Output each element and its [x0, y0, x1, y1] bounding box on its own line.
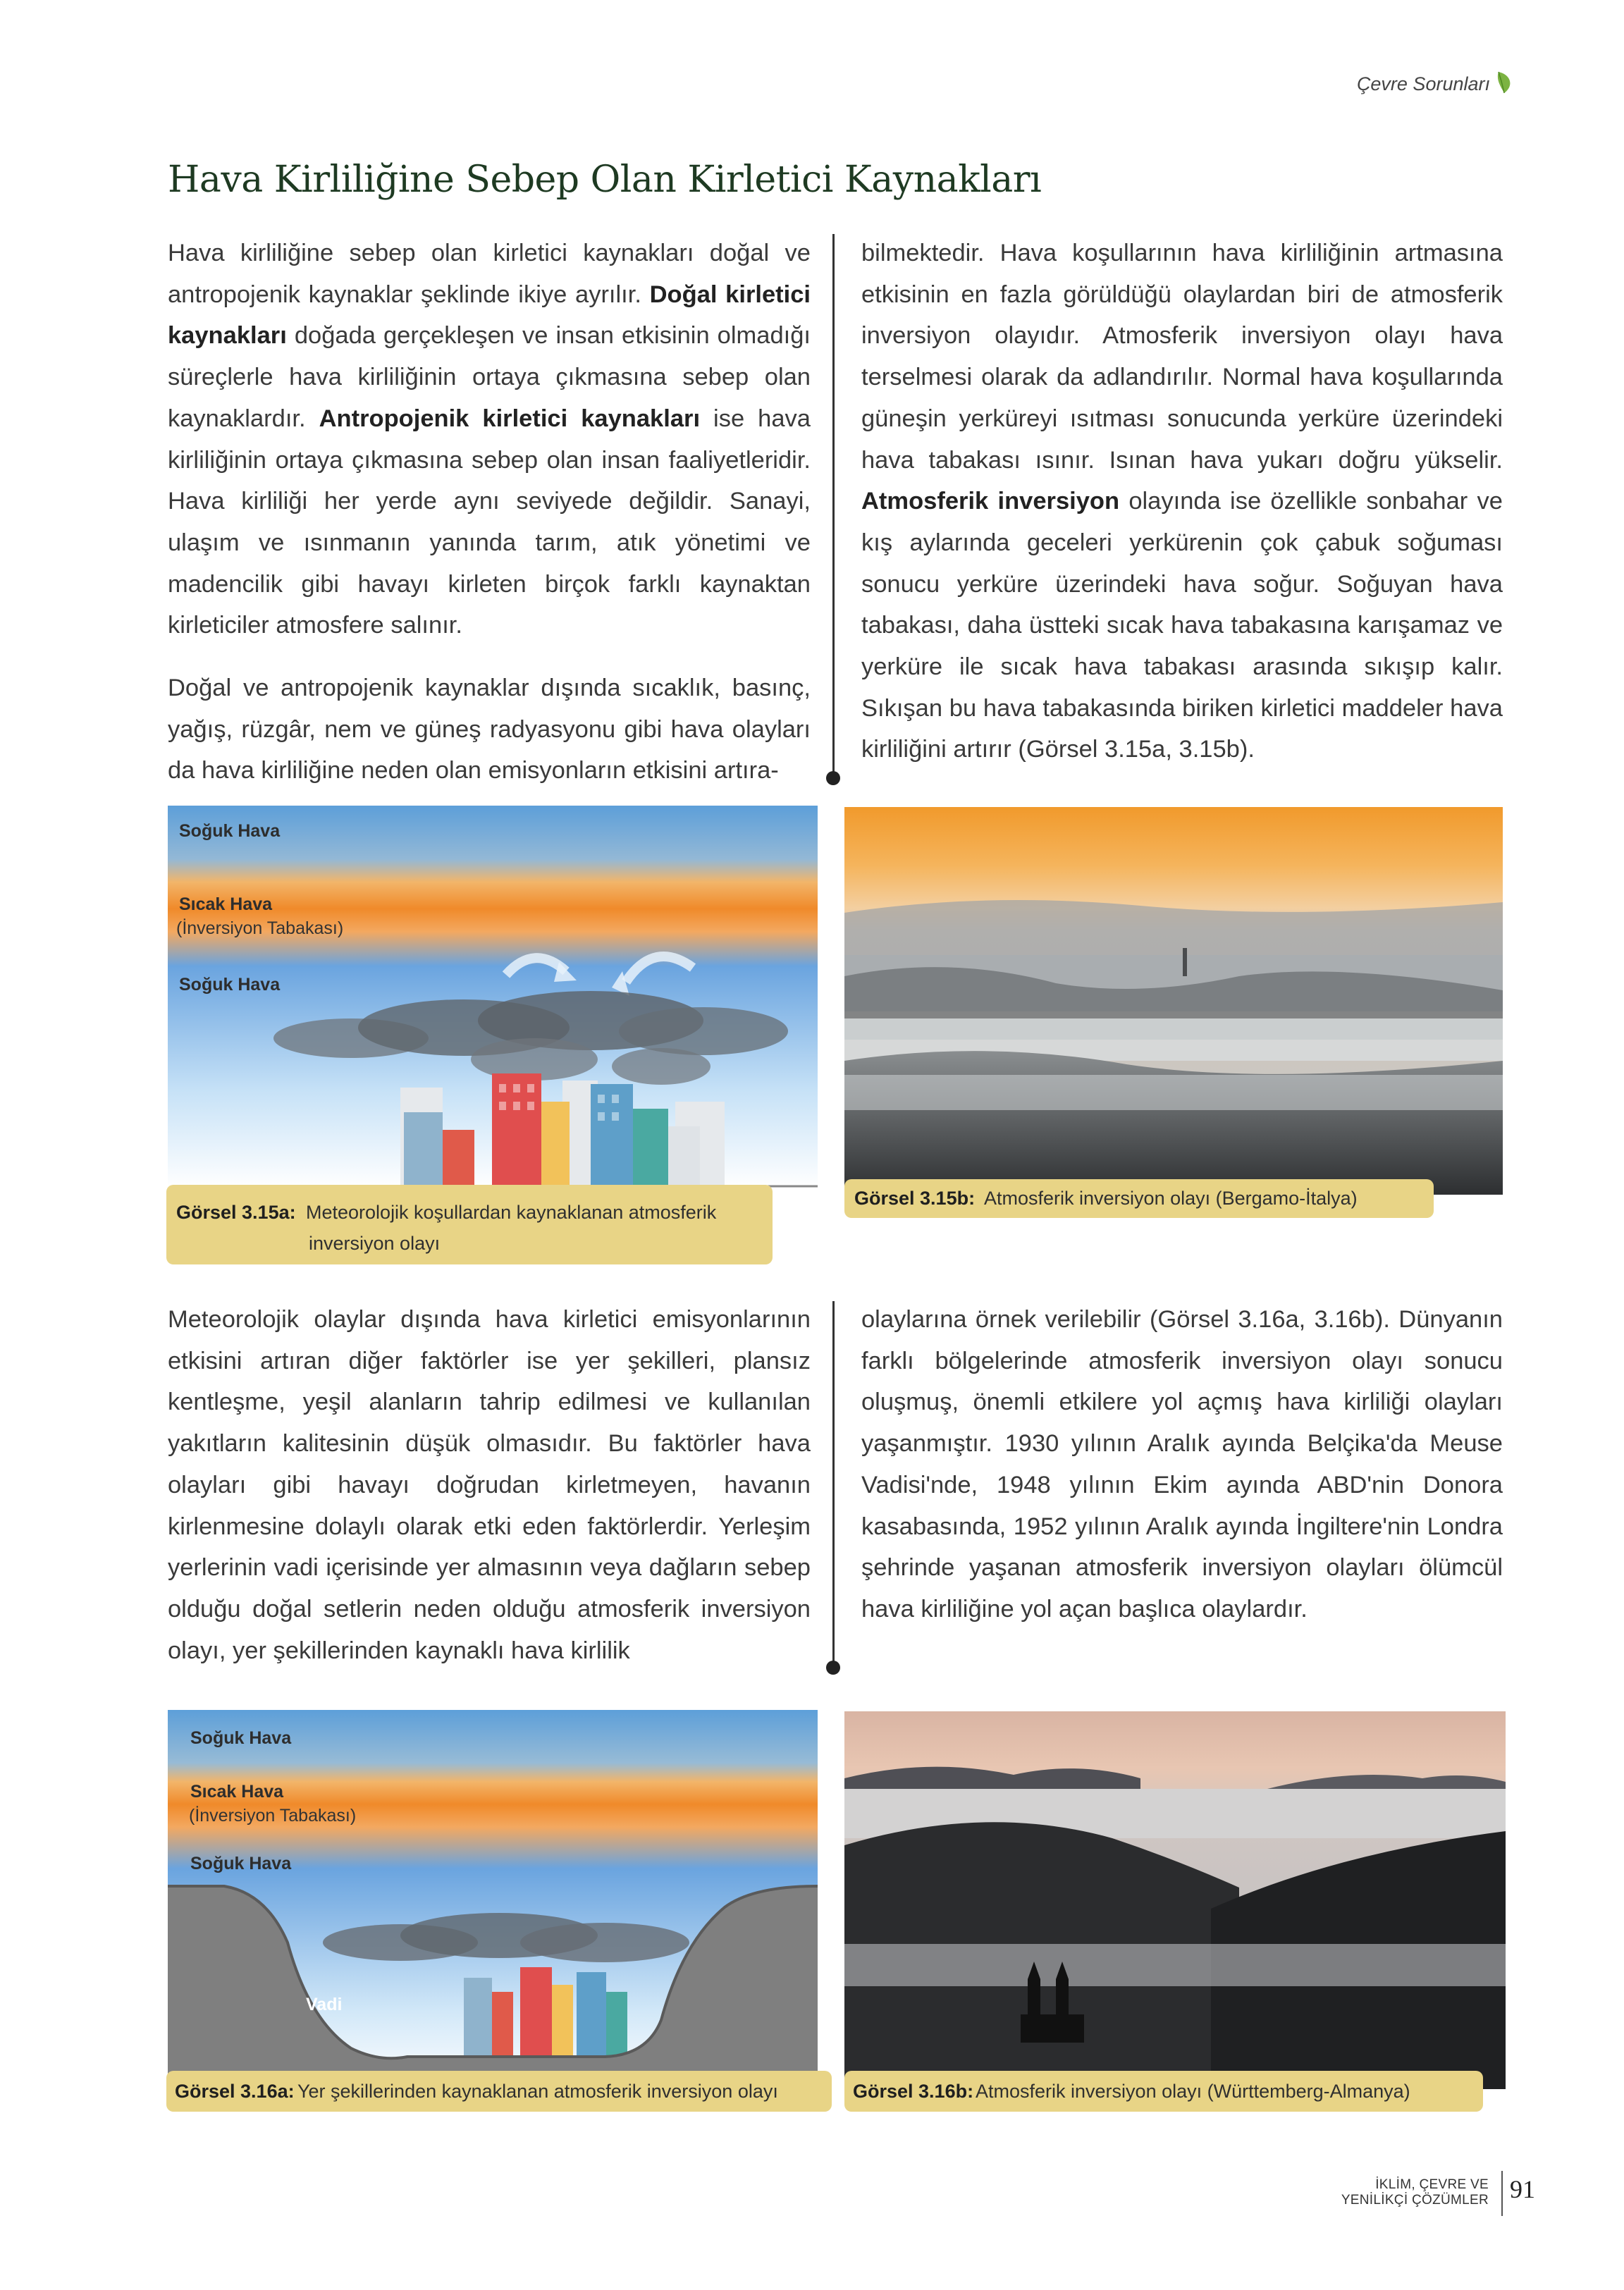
label-inversion-layer: (İnversiyon Tabakası) [189, 1806, 357, 1826]
column-divider-dot [826, 1661, 840, 1675]
section-title: Hava Kirliliğine Sebep Olan Kirletici Kaynakları [168, 159, 1042, 201]
section2-left-paragraph: Meteorolojik olaylar dışında hava kirletici emisyonlarının etkisini artıran diğer faktörler ise yer şekilleri, plansız kentleşme, yeşil alanların tahrip edilmesi ve kullanılan yakıtların kalitesinin düşük olmasıdır. Bu faktörler hava olayları gibi havayı doğrudan kirletmeyen, havanın kirlenmesine dolaylı olarak etki eden faktörlerdir. Yerleşim yerlerinin vadi içerisinde yer almasının veya dağların sebep olduğu doğal setlerin neden olduğu atmosferik inversiyon olayı, yer şekillerinden kaynaklı hava kirlilik [168, 1306, 811, 1664]
label-cold-air-top: Soğuk Hava [190, 1728, 292, 1748]
section2-right-column [861, 1299, 1503, 1630]
section1-left-column [168, 233, 811, 792]
caption-figure-3-16a [166, 2071, 832, 2112]
figure-3-15a-diagram [168, 806, 818, 1188]
section2-left-column [168, 1299, 811, 1671]
book-title-footer [1341, 2177, 1489, 2208]
caption-figure-3-15a [166, 1185, 773, 1264]
footer-line-1: İKLİM, ÇEVRE VE [1375, 2177, 1489, 2192]
bergamo-fog-photo [844, 807, 1503, 1195]
footer-line-2: YENİLİKÇİ ÇÖZÜMLER [1341, 2193, 1489, 2208]
column-divider [832, 1301, 835, 1666]
caption-text: Yer şekillerinden kaynaklanan atmosferik inversiyon olayı [297, 2081, 778, 2102]
label-warm-air: Sıcak Hava [179, 894, 273, 914]
inversion-diagram [168, 806, 818, 1188]
caption-lead: Görsel 3.15b: [854, 1188, 976, 1209]
section1-left-paragraph-1 [168, 233, 811, 646]
text-run: Hava kirliliğine sebep olan kirletici kaynakları doğal ve antropojenik kaynaklar şeklinde ikiye ayrılır. [168, 240, 811, 308]
leaf-icon [1494, 70, 1514, 94]
label-warm-air: Sıcak Hava [190, 1782, 284, 1802]
bold-term: Doğal kirletici kaynakları [168, 281, 811, 350]
section1-left-paragraph-2: Doğal ve antropojenik kaynaklar dışında sıcaklık, basınç, yağış, rüzgâr, nem ve güneş radyasyonu gibi hava olayları da hava kirliliğine neden olan emisyonların etkisini artıra- [168, 675, 811, 784]
caption-text: Atmosferik inversiyon olayı (Württemberg-Almanya) [976, 2081, 1410, 2102]
label-cold-air-bottom: Soğuk Hava [179, 975, 281, 995]
caption-text-line-2: inversiyon olayı [309, 1233, 441, 1254]
caption-figure-3-16b [844, 2071, 1483, 2112]
column-divider-dot [826, 771, 840, 785]
figure-3-15b-photo [844, 807, 1503, 1195]
column-divider [832, 234, 835, 775]
bold-term: Antropojenik kirletici kaynakları [319, 405, 701, 432]
label-cold-air-bottom: Soğuk Hava [190, 1854, 292, 1873]
wurttemberg-fog-photo [844, 1711, 1506, 2089]
caption-lead: Görsel 3.16b: [853, 2081, 974, 2102]
bold-term: Atmosferik inversiyon [861, 488, 1120, 515]
label-cold-air-top: Soğuk Hava [179, 821, 281, 841]
caption-text-line-1: Meteorolojik koşullardan kaynaklanan atmosferik [306, 1202, 717, 1223]
footer-divider [1501, 2171, 1503, 2216]
page-number: 91 [1510, 2175, 1535, 2203]
text-run: olayında ise özellikle sonbahar ve kış aylarında geceleri yerkürenin çok çabuk soğuması sonucu yerküre üzerindeki hava soğur. Soğuyan hava tabakası, daha üstteki sıcak hava tabakasına karışamaz ve yerküre ile sıcak hava tabakası arasında sıkışıp kalır. Sıkışan bu hava tabakasında biriken kirletici maddeler hava kirliliğini artırır (Görsel 3.15a, 3.15b). [861, 488, 1503, 763]
figure-3-16b-photo [844, 1711, 1506, 2089]
caption-lead: Görsel 3.16a: [175, 2081, 295, 2102]
caption-text: Atmosferik inversiyon olayı (Bergamo-İtalya) [984, 1188, 1358, 1209]
text-run: ise hava kirliliğinin ortaya çıkmasına sebep olan insan faaliyetleridir. Hava kirliliği her yerde aynı seviyede değildir. Sanayi, ulaşım ve ısınmanın yanında tarım, atık yönetimi ve madencilik gibi havayı kirleten birçok farklı kaynaktan kirleticiler atmosfere salınır. [168, 405, 811, 639]
valley-inversion-diagram [168, 1710, 818, 2088]
text-run: bilmektedir. Hava koşullarının hava kirliliğinin artmasına etkisinin en fazla görüldüğü olaylardan biri de atmosferik inversiyon olayıdır. Atmosferik inversiyon olayı hava terselmesi olarak da adlandırılır. Normal hava koşullarında güneşin yerküreyi ısıtması sonucunda yerküre üzerindeki hava tabakası ısınır. Isınan hava yukarı doğru yükselir. [861, 240, 1503, 474]
caption-figure-3-15b [844, 1179, 1434, 1218]
section2-right-paragraph: olaylarına örnek verilebilir (Görsel 3.16a, 3.16b). Dünyanın farklı bölgelerinde atmosferik inversiyon olayı sonucu oluşmuş, önemli etkilere yol açmış hava kirliliği olayları yaşanmıştır. 1930 yılının Aralık ayında Belçika'da Meuse Vadisi'nde, 1948 yılının Ekim ayında ABD'nin Donora kasabasında, 1952 yılının Aralık ayında İngiltere'nin Londra şehrinde yaşanan atmosferik inversiyon olayları ölümcül hava kirliliğine yol açan başlıca olaylardır. [861, 1306, 1503, 1623]
section1-right-column [861, 233, 1503, 770]
text-run: doğada gerçekleşen ve insan etkisinin olmadığı süreçlerle hava kirliliğinin ortaya çıkmasına sebep olan kaynaklardır. [168, 322, 811, 432]
label-valley: Vadi [306, 1995, 343, 2014]
caption-lead: Görsel 3.15a: [176, 1202, 296, 1223]
label-inversion-layer: (İnversiyon Tabakası) [176, 918, 344, 938]
chapter-title: Çevre Sorunları [1356, 73, 1490, 94]
section1-right-paragraph [861, 233, 1503, 770]
figure-3-16a-diagram [168, 1710, 818, 2088]
